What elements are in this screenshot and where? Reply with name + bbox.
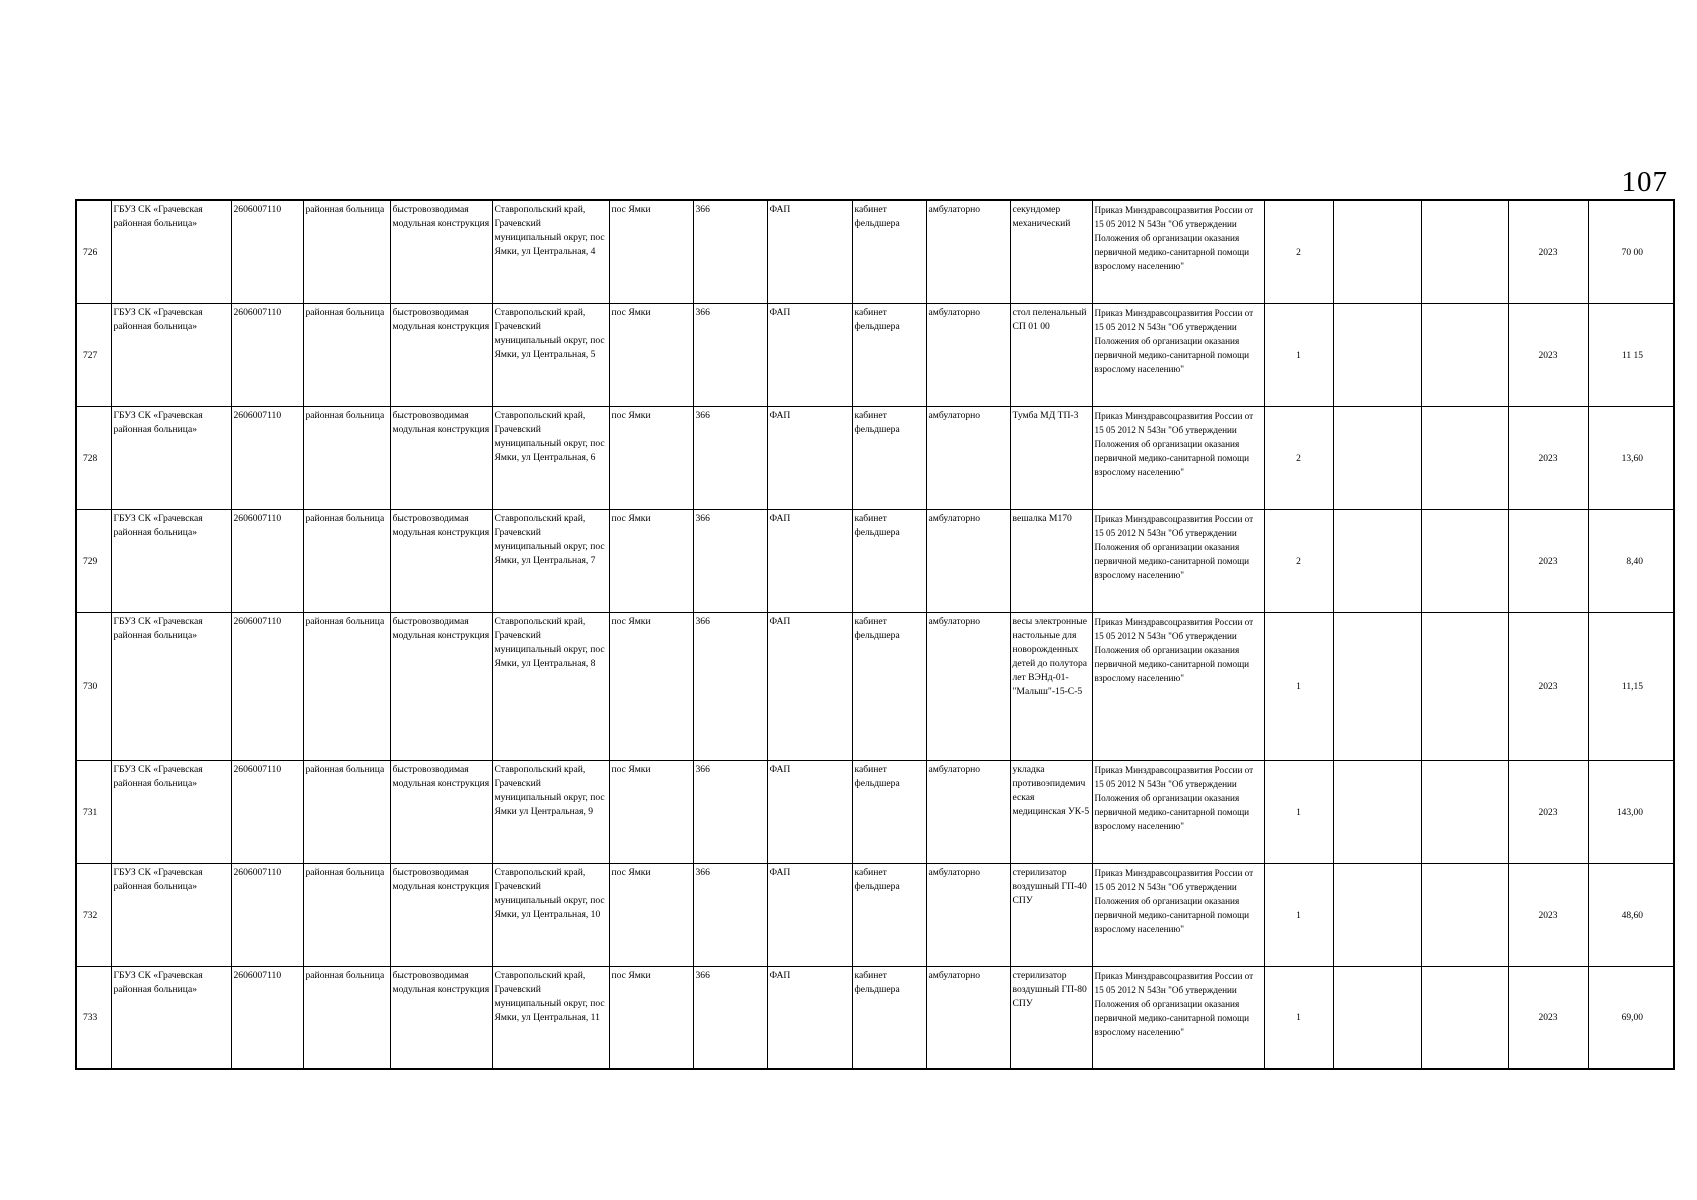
population-cell: 366 [693, 303, 767, 406]
order-cell: Приказ Минздравсоцразвития России от 15 05 2012 N 543н "Об утверждении Положения об организации оказания первичной медико-санитарной помощи взрослому населению" [1092, 863, 1264, 966]
quantity-cell: 1 [1264, 612, 1333, 760]
quantity-cell: 1 [1264, 303, 1333, 406]
empty-cell [1421, 509, 1508, 612]
equipment-cell: стол пеленальный СП 01 00 [1010, 303, 1092, 406]
quantity-cell: 1 [1264, 966, 1333, 1069]
population-cell: 366 [693, 200, 767, 303]
settlement-cell: пос Ямки [609, 760, 693, 863]
care-form-cell: амбулаторно [926, 509, 1010, 612]
inn-cell: 2606007110 [231, 612, 303, 760]
empty-cell [1333, 612, 1421, 760]
table-row [76, 406, 1674, 509]
price-cell: 11,15 [1588, 612, 1674, 760]
quantity-cell: 2 [1264, 509, 1333, 612]
equipment-table [75, 199, 1675, 1070]
empty-cell [1333, 966, 1421, 1069]
order-cell: Приказ Минздравсоцразвития России от 15 05 2012 N 543н "Об утверждении Положения об организации оказания первичной медико-санитарной помощи взрослому населению" [1092, 966, 1264, 1069]
table-row [76, 303, 1674, 406]
empty-cell [1333, 760, 1421, 863]
equipment-cell: весы электронные настольные для новорожденных детей до полутора лет ВЭНд-01-"Малыш"-15-С-5 [1010, 612, 1092, 760]
care-form-cell: амбулаторно [926, 406, 1010, 509]
room-cell: кабинет фельдшера [852, 509, 926, 612]
row-number: 728 [76, 406, 111, 509]
empty-cell [1421, 200, 1508, 303]
year-cell: 2023 [1508, 200, 1588, 303]
inn-cell: 2606007110 [231, 863, 303, 966]
equipment-cell: вешалка М170 [1010, 509, 1092, 612]
population-cell: 366 [693, 509, 767, 612]
price-cell: 69,00 [1588, 966, 1674, 1069]
table-row [76, 509, 1674, 612]
equipment-cell: укладка противоэпидемическая медицинская УК-5 [1010, 760, 1092, 863]
settlement-cell: пос Ямки [609, 509, 693, 612]
inn-cell: 2606007110 [231, 200, 303, 303]
address-cell: Ставропольский край, Грачевский муниципальный округ, пос Ямки, ул Центральная, 10 [492, 863, 609, 966]
unit-type-cell: ФАП [767, 612, 852, 760]
order-cell: Приказ Минздравсоцразвития России от 15 05 2012 N 543н "Об утверждении Положения об организации оказания первичной медико-санитарной помощи взрослому населению" [1092, 612, 1264, 760]
room-cell: кабинет фельдшера [852, 760, 926, 863]
organization-cell: ГБУЗ СК «Грачевская районная больница» [111, 863, 231, 966]
room-cell: кабинет фельдшера [852, 966, 926, 1069]
building-type-cell: быстровозводимая модульная конструкция [390, 612, 492, 760]
settlement-cell: пос Ямки [609, 200, 693, 303]
organization-cell: ГБУЗ СК «Грачевская районная больница» [111, 612, 231, 760]
order-cell: Приказ Минздравсоцразвития России от 15 05 2012 N 543н "Об утверждении Положения об организации оказания первичной медико-санитарной помощи взрослому населению" [1092, 509, 1264, 612]
quantity-cell: 2 [1264, 200, 1333, 303]
quantity-cell: 1 [1264, 863, 1333, 966]
settlement-cell: пос Ямки [609, 966, 693, 1069]
price-cell: 48,60 [1588, 863, 1674, 966]
organization-cell: ГБУЗ СК «Грачевская районная больница» [111, 966, 231, 1069]
empty-cell [1421, 966, 1508, 1069]
table-row [76, 863, 1674, 966]
building-type-cell: быстровозводимая модульная конструкция [390, 966, 492, 1069]
table-row [76, 966, 1674, 1069]
organization-cell: ГБУЗ СК «Грачевская районная больница» [111, 303, 231, 406]
organization-cell: ГБУЗ СК «Грачевская районная больница» [111, 200, 231, 303]
order-cell: Приказ Минздравсоцразвития России от 15 05 2012 N 543н "Об утверждении Положения об организации оказания первичной медико-санитарной помощи взрослому населению" [1092, 303, 1264, 406]
row-number: 726 [76, 200, 111, 303]
unit-type-cell: ФАП [767, 966, 852, 1069]
inn-cell: 2606007110 [231, 966, 303, 1069]
empty-cell [1421, 303, 1508, 406]
row-number: 727 [76, 303, 111, 406]
room-cell: кабинет фельдшера [852, 200, 926, 303]
facility-type-cell: районная больница [303, 406, 390, 509]
care-form-cell: амбулаторно [926, 612, 1010, 760]
empty-cell [1421, 760, 1508, 863]
row-number: 731 [76, 760, 111, 863]
order-cell: Приказ Минздравсоцразвития России от 15 05 2012 N 543н "Об утверждении Положения об организации оказания первичной медико-санитарной помощи взрослому населению" [1092, 200, 1264, 303]
care-form-cell: амбулаторно [926, 200, 1010, 303]
facility-type-cell: районная больница [303, 966, 390, 1069]
page-number: 107 [1621, 166, 1668, 198]
table-row [76, 612, 1674, 760]
price-cell: 13,60 [1588, 406, 1674, 509]
order-cell: Приказ Минздравсоцразвития России от 15 05 2012 N 543н "Об утверждении Положения об организации оказания первичной медико-санитарной помощи взрослому населению" [1092, 760, 1264, 863]
empty-cell [1333, 303, 1421, 406]
empty-cell [1421, 406, 1508, 509]
price-cell: 11 15 [1588, 303, 1674, 406]
settlement-cell: пос Ямки [609, 612, 693, 760]
price-cell: 70 00 [1588, 200, 1674, 303]
room-cell: кабинет фельдшера [852, 863, 926, 966]
facility-type-cell: районная больница [303, 863, 390, 966]
address-cell: Ставропольский край, Грачевский муниципальный округ, пос Ямки, ул Центральная, 7 [492, 509, 609, 612]
table-row [76, 760, 1674, 863]
building-type-cell: быстровозводимая модульная конструкция [390, 406, 492, 509]
unit-type-cell: ФАП [767, 863, 852, 966]
year-cell: 2023 [1508, 863, 1588, 966]
population-cell: 366 [693, 966, 767, 1069]
building-type-cell: быстровозводимая модульная конструкция [390, 303, 492, 406]
equipment-cell: секундомер механический [1010, 200, 1092, 303]
unit-type-cell: ФАП [767, 509, 852, 612]
year-cell: 2023 [1508, 509, 1588, 612]
organization-cell: ГБУЗ СК «Грачевская районная больница» [111, 509, 231, 612]
empty-cell [1333, 863, 1421, 966]
row-number: 730 [76, 612, 111, 760]
organization-cell: ГБУЗ СК «Грачевская районная больница» [111, 406, 231, 509]
address-cell: Ставропольский край, Грачевский муниципальный округ, пос Ямки, ул Центральная, 6 [492, 406, 609, 509]
unit-type-cell: ФАП [767, 760, 852, 863]
care-form-cell: амбулаторно [926, 966, 1010, 1069]
unit-type-cell: ФАП [767, 406, 852, 509]
building-type-cell: быстровозводимая модульная конструкция [390, 200, 492, 303]
care-form-cell: амбулаторно [926, 303, 1010, 406]
price-cell: 143,00 [1588, 760, 1674, 863]
year-cell: 2023 [1508, 612, 1588, 760]
empty-cell [1421, 612, 1508, 760]
row-number: 732 [76, 863, 111, 966]
year-cell: 2023 [1508, 760, 1588, 863]
population-cell: 366 [693, 760, 767, 863]
facility-type-cell: районная больница [303, 509, 390, 612]
settlement-cell: пос Ямки [609, 863, 693, 966]
room-cell: кабинет фельдшера [852, 612, 926, 760]
address-cell: Ставропольский край, Грачевский муниципальный округ, пос Ямки, ул Центральная, 11 [492, 966, 609, 1069]
building-type-cell: быстровозводимая модульная конструкция [390, 863, 492, 966]
facility-type-cell: районная больница [303, 760, 390, 863]
inn-cell: 2606007110 [231, 509, 303, 612]
empty-cell [1421, 863, 1508, 966]
address-cell: Ставропольский край, Грачевский муниципальный округ, пос Ямки ул Центральная, 9 [492, 760, 609, 863]
quantity-cell: 2 [1264, 406, 1333, 509]
inn-cell: 2606007110 [231, 760, 303, 863]
facility-type-cell: районная больница [303, 303, 390, 406]
empty-cell [1333, 200, 1421, 303]
quantity-cell: 1 [1264, 760, 1333, 863]
room-cell: кабинет фельдшера [852, 303, 926, 406]
row-number: 733 [76, 966, 111, 1069]
equipment-cell: Тумба МД ТП-3 [1010, 406, 1092, 509]
unit-type-cell: ФАП [767, 200, 852, 303]
care-form-cell: амбулаторно [926, 760, 1010, 863]
building-type-cell: быстровозводимая модульная конструкция [390, 509, 492, 612]
room-cell: кабинет фельдшера [852, 406, 926, 509]
table-row [76, 200, 1674, 303]
population-cell: 366 [693, 863, 767, 966]
address-cell: Ставропольский край, Грачевский муниципальный округ, пос Ямки, ул Центральная, 4 [492, 200, 609, 303]
facility-type-cell: районная больница [303, 612, 390, 760]
address-cell: Ставропольский край, Грачевский муниципальный округ, пос Ямки, ул Центральная, 5 [492, 303, 609, 406]
equipment-cell: стерилизатор воздушный ГП-80 СПУ [1010, 966, 1092, 1069]
row-number: 729 [76, 509, 111, 612]
care-form-cell: амбулаторно [926, 863, 1010, 966]
organization-cell: ГБУЗ СК «Грачевская районная больница» [111, 760, 231, 863]
population-cell: 366 [693, 612, 767, 760]
year-cell: 2023 [1508, 406, 1588, 509]
settlement-cell: пос Ямки [609, 406, 693, 509]
address-cell: Ставропольский край, Грачевский муниципальный округ, пос Ямки, ул Центральная, 8 [492, 612, 609, 760]
empty-cell [1333, 406, 1421, 509]
year-cell: 2023 [1508, 303, 1588, 406]
order-cell: Приказ Минздравсоцразвития России от 15 05 2012 N 543н "Об утверждении Положения об организации оказания первичной медико-санитарной помощи взрослому населению" [1092, 406, 1264, 509]
year-cell: 2023 [1508, 966, 1588, 1069]
unit-type-cell: ФАП [767, 303, 852, 406]
population-cell: 366 [693, 406, 767, 509]
facility-type-cell: районная больница [303, 200, 390, 303]
price-cell: 8,40 [1588, 509, 1674, 612]
settlement-cell: пос Ямки [609, 303, 693, 406]
inn-cell: 2606007110 [231, 406, 303, 509]
empty-cell [1333, 509, 1421, 612]
inn-cell: 2606007110 [231, 303, 303, 406]
building-type-cell: быстровозводимая модульная конструкция [390, 760, 492, 863]
equipment-cell: стерилизатор воздушный ГП-40 СПУ [1010, 863, 1092, 966]
